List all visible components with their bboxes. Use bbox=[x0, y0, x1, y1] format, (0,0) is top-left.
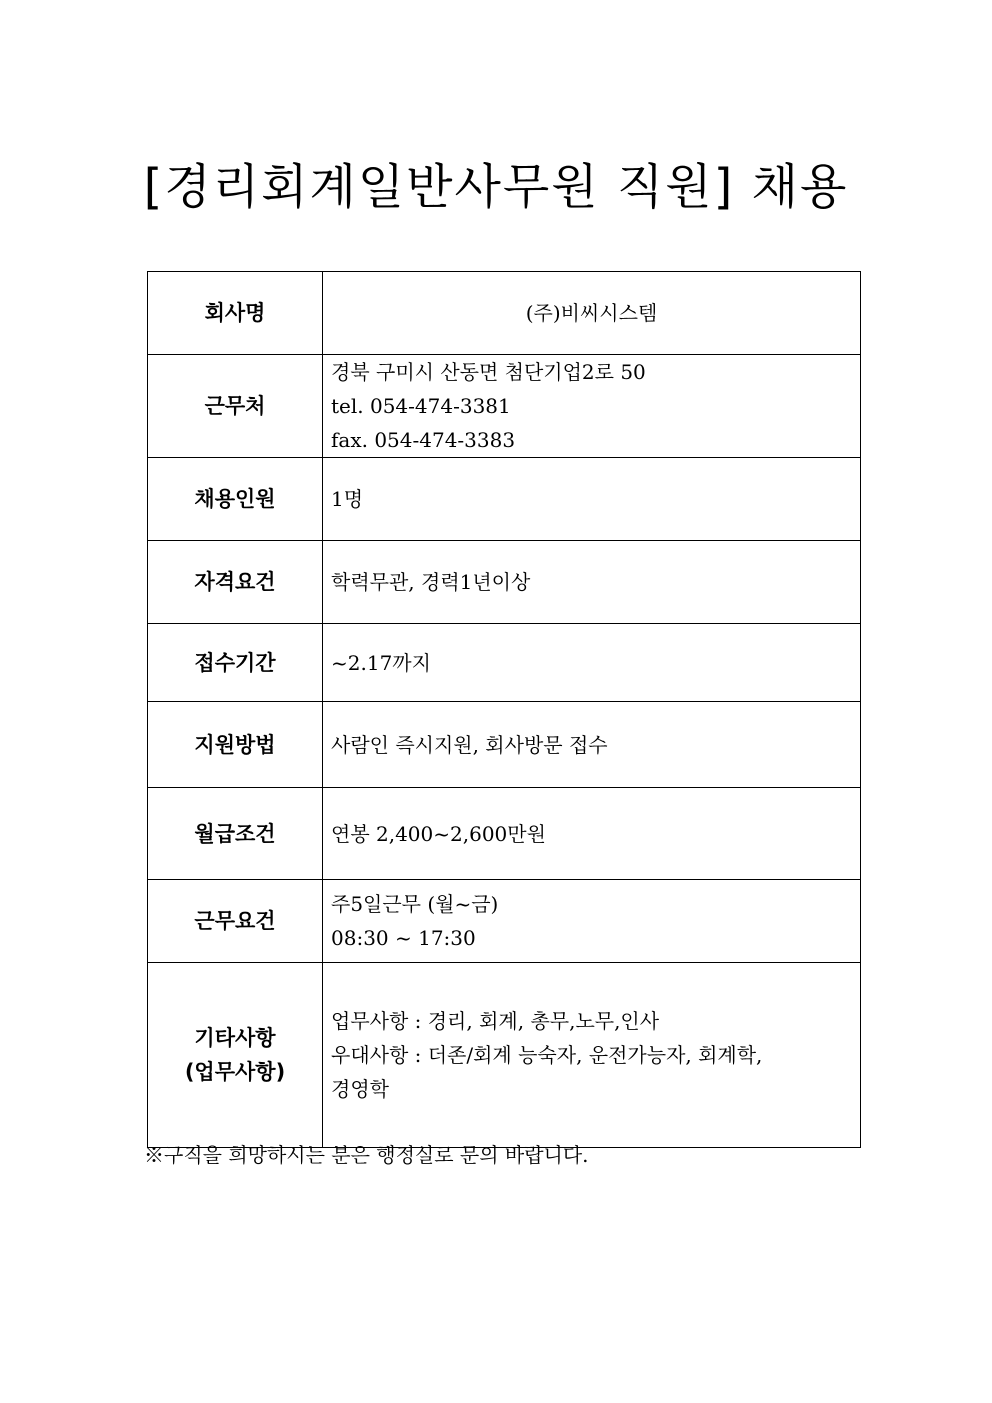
table-row-period bbox=[148, 624, 861, 702]
footnote: ※구직을 희망하시는 분은 행정실로 문의 바랍니다. bbox=[144, 1143, 589, 1167]
row-value-qualification bbox=[323, 541, 861, 624]
table-row-qualification bbox=[148, 541, 861, 624]
row-label-period: 접수기간 bbox=[148, 624, 323, 702]
salary-value: 연봉 2,400~2,600만원 bbox=[331, 821, 546, 846]
work-hours: 08:30 ~ 17:30 bbox=[331, 926, 476, 950]
row-value-headcount bbox=[323, 458, 861, 541]
table-row-work-conditions bbox=[148, 880, 861, 963]
table-row-salary bbox=[148, 788, 861, 880]
row-label-work-conditions: 근무요건 bbox=[148, 880, 323, 963]
row-value-apply-method bbox=[323, 702, 861, 788]
company-name: (주)비씨시스템 bbox=[525, 301, 658, 325]
row-value-workplace bbox=[323, 355, 861, 458]
row-value-company bbox=[323, 272, 861, 355]
workplace-fax: fax. 054-474-3383 bbox=[331, 428, 516, 452]
workplace-address: 경북 구미시 산동면 첨단기업2로 50 bbox=[331, 360, 646, 384]
workplace-tel: tel. 054-474-3381 bbox=[331, 394, 511, 418]
other-label-line2: (업무사항) bbox=[184, 1060, 286, 1084]
row-value-work-conditions bbox=[323, 880, 861, 963]
apply-method-value: 사람인 즉시지원, 회사방문 접수 bbox=[331, 732, 608, 757]
row-value-salary bbox=[323, 788, 861, 880]
page-title: [경리회계일반사무원 직원] 채용 bbox=[143, 159, 849, 215]
job-info-table bbox=[147, 271, 861, 1148]
row-label-salary: 월급조건 bbox=[148, 788, 323, 880]
row-label-workplace: 근무처 bbox=[148, 355, 323, 458]
row-label-other bbox=[148, 963, 323, 1148]
preferences-line-cont: 경영학 bbox=[331, 1077, 389, 1101]
table-row-apply-method bbox=[148, 702, 861, 788]
row-label-company: 회사명 bbox=[148, 272, 323, 355]
row-value-period bbox=[323, 624, 861, 702]
qualification-value: 학력무관, 경력1년이상 bbox=[331, 570, 531, 594]
other-label-line1: 기타사항 bbox=[194, 1026, 276, 1050]
preferences-line: 우대사항 : 더존/회계 능숙자, 운전가능자, 회계학, bbox=[331, 1043, 763, 1067]
row-value-other bbox=[323, 963, 861, 1148]
table-row-company bbox=[148, 272, 861, 355]
row-label-apply-method: 지원방법 bbox=[148, 702, 323, 788]
row-label-headcount: 채용인원 bbox=[148, 458, 323, 541]
table-row-headcount bbox=[148, 458, 861, 541]
table-row-other bbox=[148, 963, 861, 1148]
row-label-qualification: 자격요건 bbox=[148, 541, 323, 624]
work-days: 주5일근무 (월~금) bbox=[331, 892, 499, 916]
duties-line: 업무사항 : 경리, 회계, 총무,노무,인사 bbox=[331, 1009, 660, 1033]
headcount-value: 1명 bbox=[331, 487, 364, 511]
period-value: ~2.17까지 bbox=[331, 650, 431, 675]
table-row-workplace bbox=[148, 355, 861, 458]
